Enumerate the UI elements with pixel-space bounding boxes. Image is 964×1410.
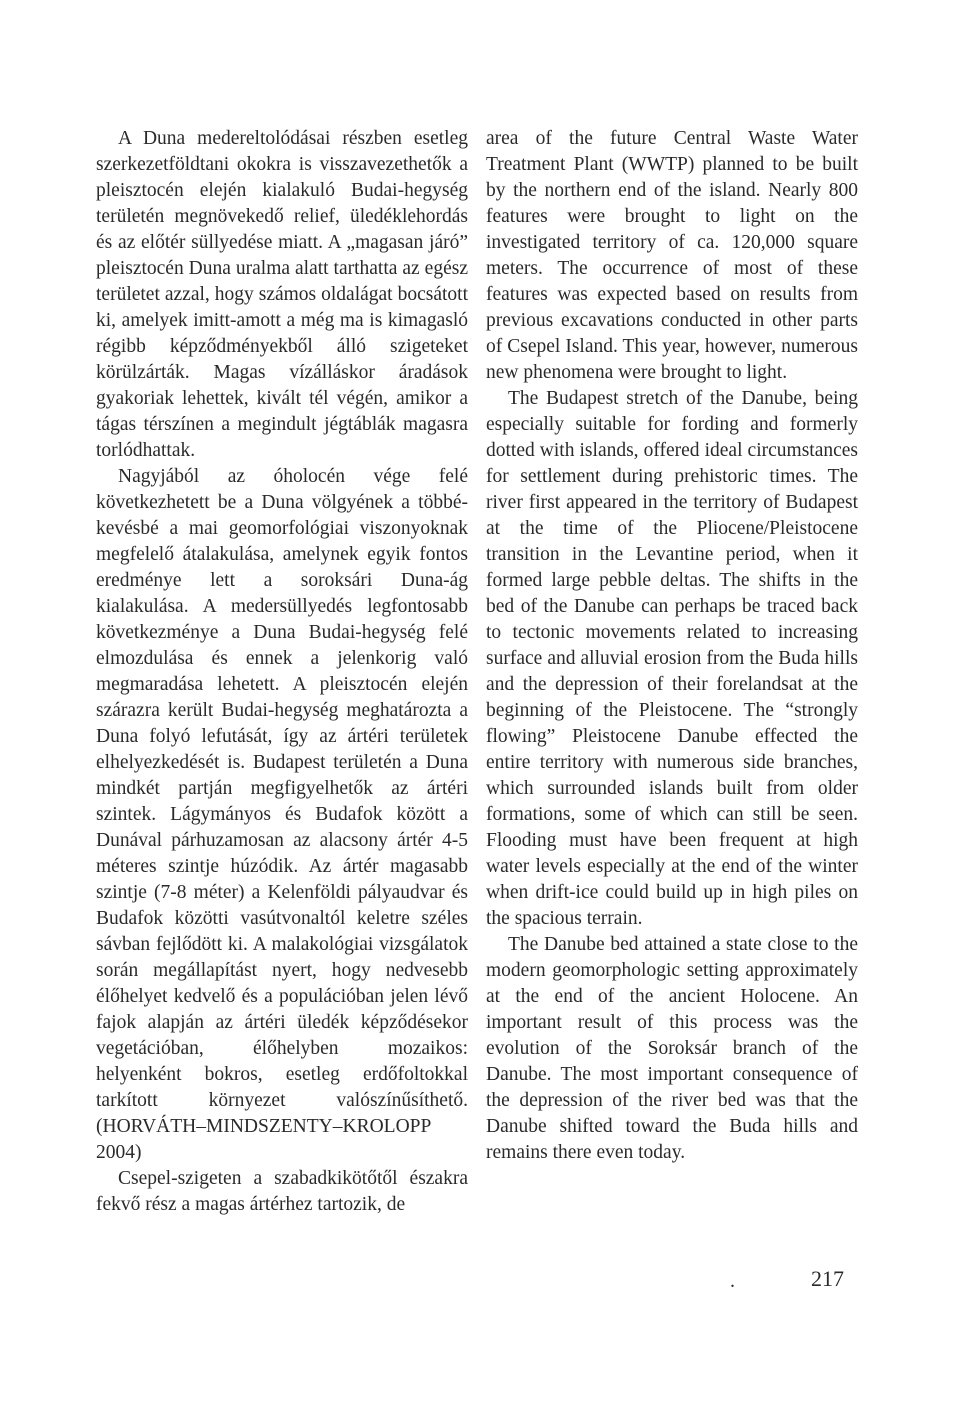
left-text-column bbox=[96, 126, 468, 1218]
paragraph: A Duna medereltolódásai részben esetleg szerkezetföldtani okokra is visszavezethetők a pleisztocén elején kialakuló Budai-hegység területén megnövekedő relief, üledéklehordás és az előtér süllyedése miatt. A „magasan járó” pleisztocén Duna uralma alatt tarthatta az egész területet azzal, hogy számos oldalágat bocsátott ki, amelyek imitt-amott a még ma is kimagasló régibb képződményekből álló szigeteket körülzárták. Magas vízálláskor áradások gyakoriak lehettek, kivált tél végén, amikor a tágas térszínen a megindult jégtáblák magasra torlódhattak. bbox=[96, 128, 468, 461]
paragraph: Nagyjából az óholocén vége felé következhetett be a Duna völgyének a többé-kevésbé a mai geomorfológiai viszonyoknak megfelelő átalakulása, amelynek egyik fontos eredménye lett a soroksári Duna-ág kialakulása. A medersüllyedés legfontosabb következménye a Duna Budai-hegység felé elmozdulása és ennek a jelenkorig való megmaradása lehetett. A pleisztocén elején szárazra került Budai-hegység meghatározta a Duna folyó lefutását, így az ártéri területek elhelyezkedését is. Budapest területén a Duna mindkét partján megfigyelhetők az ártéri szintek. Lágymányos és Budafok között a Dunával párhuzamosan az alacsony ártér 4-5 méteres szintje húzódik. Az ártér magasabb szintje (7-8 méter) a Kelenföldi pályaudvar és Budafok közötti vasútvonaltól keletre széles sávban fejlődött ki. A malakológiai vizsgálatok során megállapítást nyert, hogy nedvesebb élőhelyet kedvelő és a populációban jelen lévő fajok alapján az ártéri üledék képződésekor vegetációban, élőhelyben mozaikos: helyenként bokros, esetleg erdőfoltokkal tarkított környezet valószínűsíthető. (HORVÁTH–MINDSZENTY–KROLOPP 2004) bbox=[96, 466, 468, 1163]
paragraph: Csepel-szigeten a szabadkikötőtől északra fekvő rész a magas ártérhez tartozik, de bbox=[96, 1168, 468, 1215]
footer-dot: . bbox=[730, 1270, 735, 1292]
page-number: 217 bbox=[811, 1266, 844, 1291]
paragraph: The Danube bed attained a state close to the modern geomorphologic setting approximately at the end of the ancient Holocene. An important result of this process was the evolution of the Soroksár branch of the Danube. The most important consequence of the depression of the river bed was that the Danube shifted toward the Buda hills and remains there even today. bbox=[486, 934, 858, 1163]
right-text-column bbox=[486, 126, 858, 1166]
paragraph: area of the future Central Waste Water Treatment Plant (WWTP) planned to be built by the northern end of the island. Nearly 800 features were brought to light on the investigated territory of ca. 120,000 square meters. The occurrence of most of these features was expected based on results from previous excavations conducted in other parts of Csepel Island. This year, however, numerous new phenomena were brought to light. bbox=[486, 128, 858, 383]
paragraph: The Budapest stretch of the Danube, being especially suitable for fording and formerly dotted with islands, offered ideal circumstances for settlement during prehistoric times. The river first appeared in the territory of Budapest at the time of the Pliocene/Pleistocene transition in the Levantine period, when it formed large pebble deltas. The shifts in the bed of the Danube can perhaps be traced back to tectonic movements related to increasing surface and alluvial erosion from the Buda hills and the depression of their forelandsat at the beginning of the Pleistocene. The “strongly flowing” Pleistocene Danube effected the entire territory with numerous side branches, which surrounded islands built from older formations, some of which can still be seen. Flooding must have been frequent at high water levels especially at the end of the winter when drift-ice could build up in high piles on the spacious terrain. bbox=[486, 388, 858, 929]
